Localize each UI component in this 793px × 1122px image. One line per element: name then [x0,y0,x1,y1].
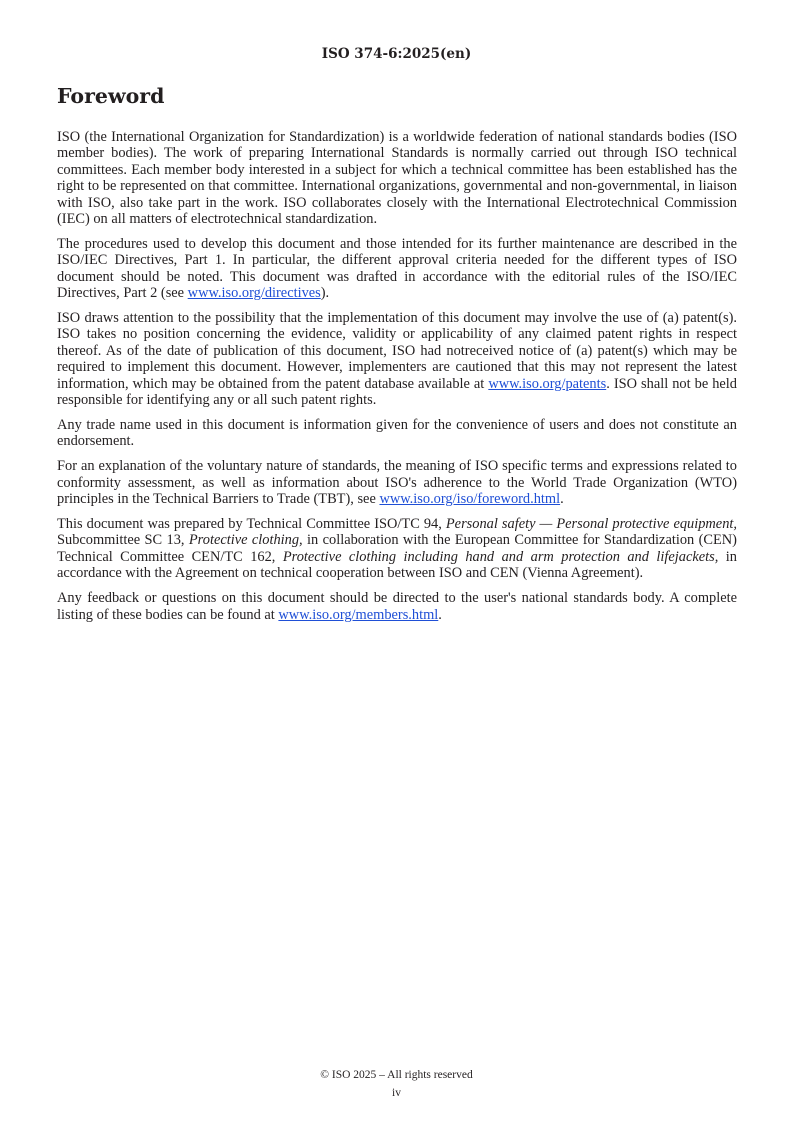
paragraph-text: Any feedback or questions on this document should be directed to the user's national standards body. A complete listing of these bodies can be found at [57,590,737,623]
members-link[interactable]: www.iso.org/members.html [278,606,439,623]
paragraph-text: The procedures used to develop this document and those intended for its further maintenance are described in the ISO/IEC Directives, Part 1. In particular, the different approval criteria needed for the different types of ISO document should be noted. This document was drafted in accordance with the editorial rules of the ISO/IEC Directives, Part 2 (see [57,235,737,302]
paragraph-trade-name: Any trade name used in this document is information given for the convenience of users and does not constitute an endorsement. [57,417,737,450]
section-title: Foreword [57,84,165,108]
directives-link[interactable]: www.iso.org/directives [187,285,321,302]
subcommittee-title: Protective clothing, [188,532,303,549]
foreword-link[interactable]: www.iso.org/iso/foreword.html [379,491,561,508]
committee-title: Personal safety — Personal protective equipment, [445,516,737,533]
cen-committee-title: Protective clothing including hand and arm protection and lifejackets, [282,548,719,565]
paragraph-text: . ISO shall not be held responsible for identifying any or all such patent rights. [57,375,738,409]
paragraph-text: Subcommittee SC 13, [57,532,189,549]
paragraph-patents [57,310,737,408]
paragraph-procedures [57,236,737,302]
foreword-body [57,129,737,631]
paragraph-iso-intro: ISO (the International Organization for Standardization) is a worldwide federation of national standards bodies (ISO member bodies). The work of preparing International Standards is normally carried out through ISO technical committees. Each member body interested in a subject for which a technical committee has been established has the right to be represented on that committee. International organizations, governmental and non-governmental, in liaison with ISO, also take part in the work. ISO collaborates closely with the International Electrotechnical Commission (IEC) on all matters of electrotechnical standardization. [57,129,737,228]
paragraph-text: . [560,491,564,508]
patents-link[interactable]: www.iso.org/patents [488,375,607,392]
paragraph-feedback [57,590,737,623]
page-number: iv [392,1087,401,1099]
page-footer [0,1066,793,1102]
document-id-header: ISO 374-6:2025(en) [321,46,472,62]
copyright-notice: © ISO 2025 – All rights reserved [320,1069,473,1081]
paragraph-text: This document was prepared by Technical Committee ISO/TC 94, [57,516,446,533]
paragraph-text: . [438,606,442,623]
paragraph-text: For an explanation of the voluntary nature of standards, the meaning of ISO specific terms and expressions related to conformity assessment, as well as information about ISO's adherence to the World Trade Organization (WTO) principles in the Technical Barriers to Trade (TBT), see [57,458,737,508]
paragraph-text: ). [320,285,330,302]
paragraph-committee [57,516,737,582]
paragraph-text: ISO draws attention to the possibility that the implementation of this document may involve the use of (a) patent(s). ISO takes no position concerning the evidence, validity or applicability of any claimed patent rights in respect thereof. As of the date of publication of this document, ISO had notreceived notice of (a) patent(s) which may be required to implement this document. However, implementers are cautioned that this may not represent the latest information, which may be obtained from the patent database available at [57,310,737,392]
paragraph-text: in collaboration with the European Committee for Standardization (CEN) Technical Committee CEN/TC 162, [57,532,737,565]
paragraph-text: in accordance with the Agreement on technical cooperation between ISO and CEN (Vienna Agreement). [57,548,737,582]
paragraph-voluntary-nature [57,458,737,507]
